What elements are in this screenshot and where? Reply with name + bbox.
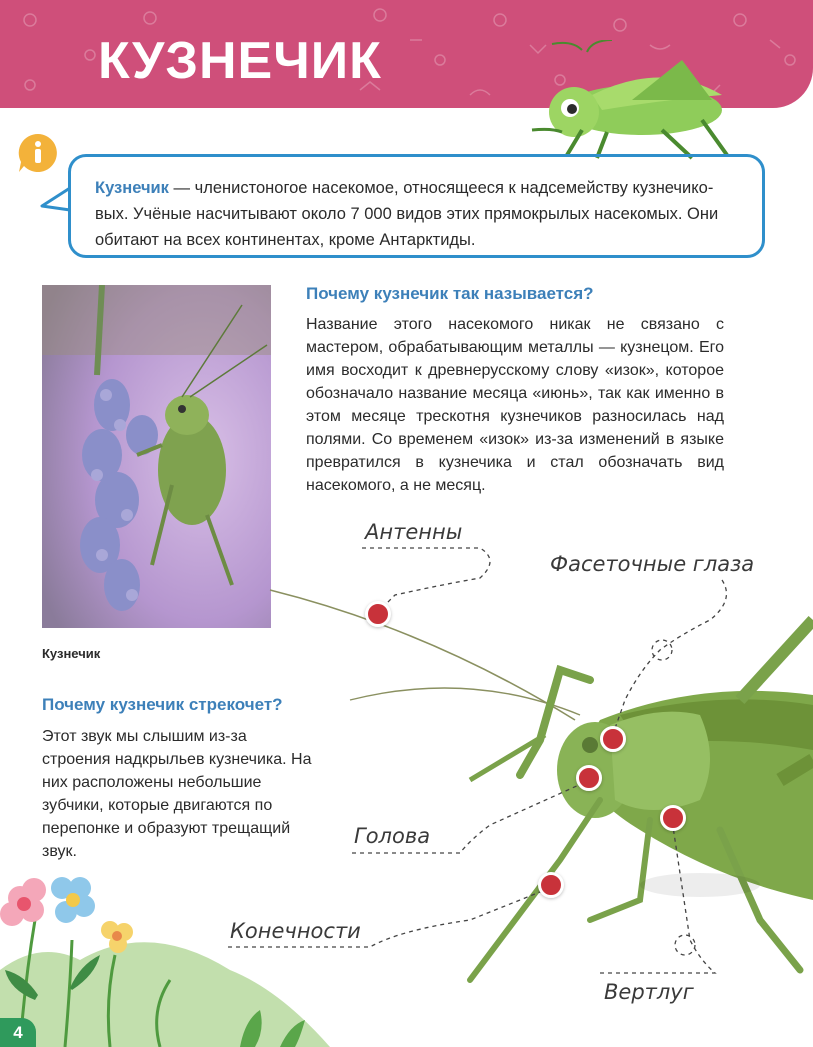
info-term: Кузнечик (95, 179, 169, 197)
label-antennae: Антенны (365, 520, 463, 544)
cartoon-grasshopper-illustration (512, 40, 742, 165)
info-text: — членистоногое насекомое, относящееся к надсемейству кузнечико-вых. Учёные насчитывают около 7 000 видов этих прямокрылых насекомых. Они обитают на всех континентах, кроме Антарктиды. (95, 179, 719, 249)
label-limbs: Конечности (230, 919, 361, 943)
why-chirps-heading: Почему кузнечик стрекочет? (42, 695, 283, 714)
why-named-heading: Почему кузнечик так называется? (306, 284, 594, 303)
flower-icon (0, 878, 46, 926)
label-head: Голова (354, 824, 431, 848)
flowers-decoration (0, 860, 330, 1047)
photo-caption: Кузнечик (42, 646, 101, 661)
marker-head (576, 765, 602, 791)
label-trochanter: Вертлуг (604, 980, 694, 1004)
flower-icon (51, 877, 95, 923)
marker-antennae (365, 601, 391, 627)
why-chirps-text: Этот звук мы слышим из-за строения надкрыльев кузнечика. На них расположены небольшие зубчики, которые двигаются по перепонке и образуют трещащий звук. (42, 728, 312, 860)
info-icon (17, 132, 59, 174)
label-compound-eyes: Фасеточные глаза (550, 552, 755, 576)
page-number: 4 (0, 1018, 36, 1047)
marker-trochanter (660, 805, 686, 831)
why-named-text: Название этого насекомого никак не связано с мастером, обрабатывающим металлы — кузнецом. Его имя восходит к древнерусскому слову «изок», которое обозначало название месяца «июнь», так как именно в этом месяце трескотня кузнечиков разносилась над полями. Со временем «изок» из-за изменений в языке превратился в кузнечика и стал обозначать вид насекомого, а не месяц. (306, 316, 724, 494)
marker-eyes (600, 726, 626, 752)
info-box (68, 154, 765, 258)
marker-limbs (538, 872, 564, 898)
page-title: КУЗНЕЧИК (98, 32, 382, 90)
